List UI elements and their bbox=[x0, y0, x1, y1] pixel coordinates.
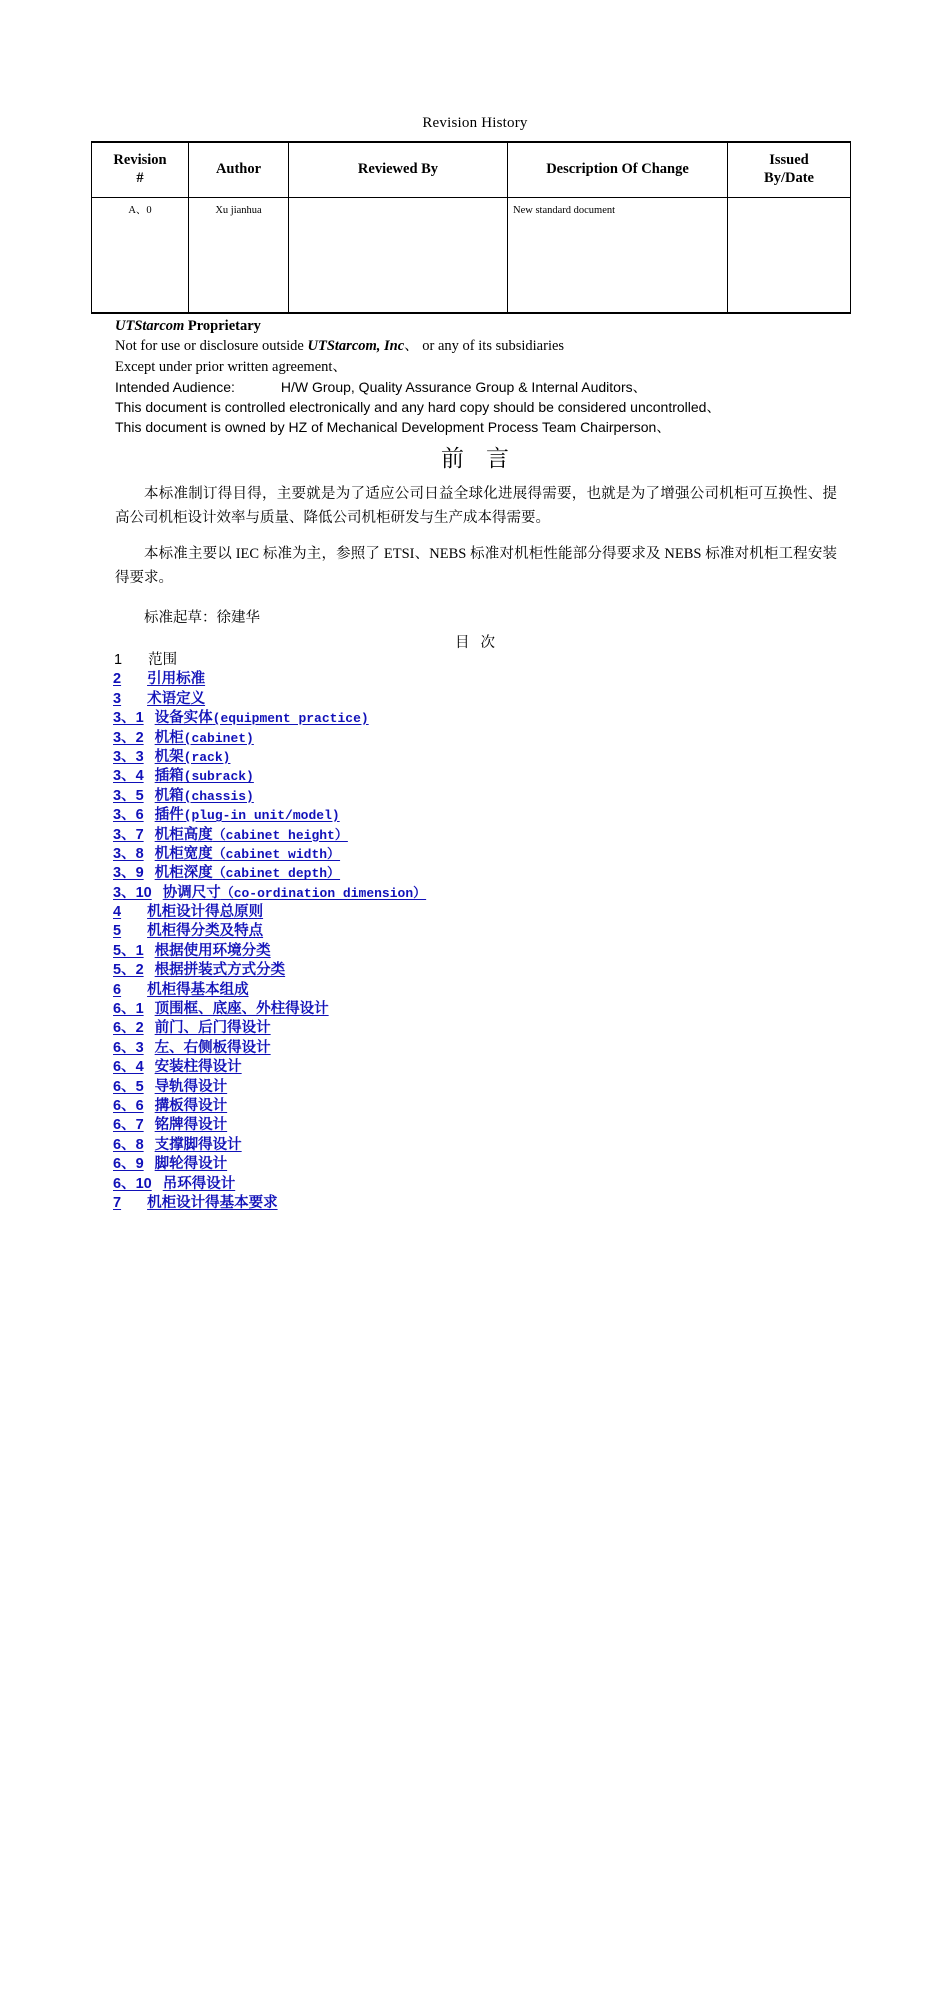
toc-entry-title: 设备实体 bbox=[154, 710, 213, 727]
toc-entry-english-term: (rack) bbox=[183, 749, 231, 765]
column-header-revision-line2: # bbox=[136, 170, 144, 186]
toc-entry-english-term: (cabinet) bbox=[183, 730, 254, 746]
notice-intended-audience-label: Intended Audience: bbox=[115, 378, 235, 395]
column-header-issued-by-date bbox=[728, 142, 851, 198]
toc-entry-number: 3、4 bbox=[113, 768, 144, 785]
toc-entry-number: 2 bbox=[113, 671, 122, 688]
column-header-description-of-change: Description Of Change bbox=[508, 142, 728, 198]
cell-description: New standard document bbox=[508, 198, 728, 314]
toc-entry-title: 机柜深度 bbox=[154, 865, 213, 882]
toc-entry-number: 6、9 bbox=[113, 1156, 144, 1173]
revision-history-table-wrapper bbox=[91, 141, 825, 314]
table-header bbox=[92, 142, 851, 198]
toc-entry-english-term: （cabinet width） bbox=[212, 846, 341, 862]
toc-entry-number: 6、10 bbox=[113, 1175, 152, 1192]
cell-reviewed-by bbox=[289, 198, 508, 314]
toc-entry-title: 术语定义 bbox=[147, 690, 206, 707]
toc-entry-title: 搆板得设计 bbox=[154, 1097, 228, 1114]
toc-entry-number: 6、4 bbox=[113, 1059, 144, 1076]
toc-entry-english-term: （cabinet height） bbox=[212, 827, 348, 843]
toc-entry-title: 脚轮得设计 bbox=[154, 1156, 228, 1173]
notice-intended-audience-value: H/W Group, Quality Assurance Group & Internal Auditors、 bbox=[280, 378, 647, 395]
preface-paragraph-1: 本标准制订得目得，主要就是为了适应公司日益全球化进展得需要，也就是为了增强公司机柜可互换性、提高公司机柜设计效率与质量、降低公司机柜研发与生产成本得需要。 bbox=[115, 486, 837, 526]
cell-author: Xu jianhua bbox=[189, 198, 289, 314]
toc-entry-title: 支撑脚得设计 bbox=[154, 1136, 242, 1153]
toc-entry-title: 顶围框、底座、外柱得设计 bbox=[154, 1001, 329, 1018]
toc-entry-number: 6 bbox=[113, 981, 122, 998]
toc-entry-title: 范围 bbox=[148, 652, 178, 668]
preface-body bbox=[115, 482, 837, 642]
column-header-revision-line1: Revision bbox=[113, 152, 167, 169]
notice-company-inc: UTStarcom, Inc bbox=[307, 338, 405, 355]
toc-entry-number: 6、2 bbox=[113, 1020, 144, 1037]
toc-entry-number: 5 bbox=[113, 923, 122, 940]
toc-entry-english-term: （cabinet depth） bbox=[212, 866, 341, 882]
toc-entry-english-term: (chassis) bbox=[183, 788, 254, 804]
toc-entry-english-term: (subrack) bbox=[183, 769, 254, 785]
toc-entry-number: 5、1 bbox=[113, 942, 144, 959]
page-title: Revision History bbox=[422, 115, 528, 131]
toc-entry-title: 安装柱得设计 bbox=[154, 1059, 242, 1076]
toc-entry-title: 协调尺寸 bbox=[162, 884, 221, 901]
column-header-revision bbox=[92, 142, 189, 198]
toc-entry-title: 插件 bbox=[154, 807, 184, 824]
toc-entry-title: 机柜得基本组成 bbox=[147, 981, 249, 998]
toc-entry-number: 6、8 bbox=[113, 1136, 144, 1153]
column-header-author: Author bbox=[189, 142, 289, 198]
notice-line-2-prefix: Not for use or disclosure outside bbox=[115, 338, 308, 355]
toc-entry-number: 6、5 bbox=[113, 1078, 144, 1095]
table-body bbox=[92, 198, 851, 314]
toc-entry-title: 引用标准 bbox=[147, 671, 206, 688]
toc-entry-number: 4 bbox=[113, 904, 122, 921]
notice-line-5: This document is controlled electronically and any hard copy should be considered uncontrolled、 bbox=[115, 399, 721, 416]
toc-heading: 目次 bbox=[455, 635, 506, 651]
notice-line-3: Except under prior written agreement、 bbox=[115, 358, 347, 375]
toc-entry-number: 3、6 bbox=[113, 807, 144, 824]
toc-entry-number: 3、5 bbox=[113, 787, 144, 804]
preface-author-line: 标准起草：徐建华 bbox=[144, 610, 260, 626]
toc-entry-number: 3 bbox=[113, 690, 122, 707]
toc-entry-title: 机柜得分类及特点 bbox=[147, 923, 264, 940]
notice-company-name: UTStarcom bbox=[115, 318, 185, 334]
toc-entry-title: 左、右侧板得设计 bbox=[154, 1039, 271, 1056]
table-header-row bbox=[92, 142, 851, 198]
toc-entry-number: 3、9 bbox=[113, 865, 144, 882]
toc-entry-title: 机柜宽度 bbox=[154, 845, 213, 862]
toc-entry-title: 机柜设计得总原则 bbox=[147, 904, 264, 921]
toc-entry-page-number bbox=[113, 1193, 779, 1212]
toc-entry-english-term: （co-ordination dimension） bbox=[220, 885, 427, 901]
toc-entry-title: 根据使用环境分类 bbox=[154, 942, 271, 959]
table-of-contents bbox=[113, 650, 779, 1212]
toc-entry-english-term: (equipment practice) bbox=[212, 711, 369, 727]
toc-entry-title: 导轨得设计 bbox=[154, 1078, 228, 1095]
toc-entry-number: 6、6 bbox=[113, 1097, 144, 1114]
toc-entry-title: 机柜设计得基本要求 bbox=[147, 1194, 278, 1211]
proprietary-notice bbox=[115, 316, 875, 438]
toc-entry-number: 3、10 bbox=[113, 884, 152, 901]
toc-entry-number: 3、3 bbox=[113, 748, 144, 765]
column-header-issued-line2: By/Date bbox=[764, 170, 814, 186]
toc-entry-number: 6、3 bbox=[113, 1039, 144, 1056]
toc-entry-title: 机柜 bbox=[154, 729, 184, 746]
toc-entry-number: 7 bbox=[113, 1194, 122, 1211]
toc-entry-title: 机柜高度 bbox=[154, 826, 213, 843]
toc-entry-title: 根据拼装式方式分类 bbox=[154, 962, 286, 979]
notice-proprietary-label: Proprietary bbox=[184, 318, 261, 334]
toc-entry-number: 3、1 bbox=[113, 710, 144, 727]
toc-entry-number: 3、8 bbox=[113, 845, 144, 862]
toc-entry-title: 插箱 bbox=[154, 768, 184, 785]
notice-line-6: This document is owned by HZ of Mechanical Development Process Team Chairperson、 bbox=[115, 419, 671, 436]
toc-entry-english-term: (plug-in unit/model) bbox=[183, 808, 340, 824]
notice-line-4 bbox=[115, 377, 875, 397]
toc-entry-number: 6、1 bbox=[113, 1001, 144, 1018]
cell-revision: A、0 bbox=[92, 198, 189, 314]
toc-entry-title: 前门、后门得设计 bbox=[154, 1020, 271, 1037]
toc-entry-number: 1 bbox=[114, 652, 123, 668]
column-header-issued-line1: Issued bbox=[769, 152, 809, 169]
revision-history-table bbox=[91, 141, 851, 314]
cell-issued-by-date bbox=[728, 198, 851, 314]
table-row bbox=[92, 198, 851, 314]
notice-line-2 bbox=[115, 336, 875, 356]
toc-entry-number: 6、7 bbox=[113, 1117, 144, 1134]
toc-entry-title: 吊环得设计 bbox=[162, 1175, 236, 1192]
preface-heading: 前言 bbox=[441, 445, 531, 471]
toc-entry-title: 机箱 bbox=[154, 787, 184, 804]
notice-line-1 bbox=[115, 316, 875, 336]
toc-entry-number: 3、7 bbox=[113, 826, 144, 843]
toc-link-row[interactable] bbox=[113, 1193, 779, 1212]
toc-entry-title: 铭牌得设计 bbox=[154, 1117, 228, 1134]
toc-entry-title: 机架 bbox=[154, 748, 184, 765]
preface-paragraph-2: 本标准主要以 IEC 标准为主，参照了 ETSI、NEBS 标准对机柜性能部分得要求及 NEBS 标准对机柜工程安装得要求。 bbox=[115, 546, 837, 586]
toc-entry-number: 3、2 bbox=[113, 729, 144, 746]
column-header-reviewed-by: Reviewed By bbox=[289, 142, 508, 198]
toc-entry-number: 5、2 bbox=[113, 962, 144, 979]
notice-line-2-suffix: 、 or any of its subsidiaries bbox=[404, 338, 565, 355]
